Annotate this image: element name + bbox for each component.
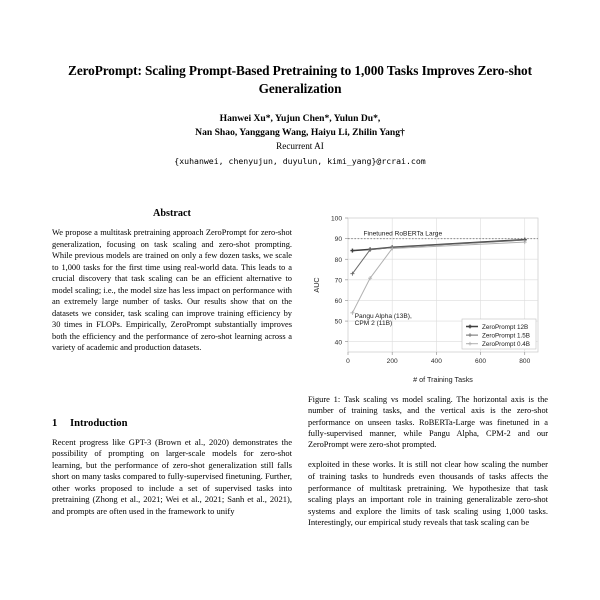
- left-column: [52, 196, 292, 600]
- author-line-1: Hanwei Xu*, Yujun Chen*, Yulun Du*,: [219, 113, 381, 124]
- y-tick-label: 50: [334, 318, 342, 326]
- affiliation: Recurrent AI: [276, 141, 324, 151]
- body-columns: [0, 196, 600, 600]
- title-block: [0, 0, 600, 168]
- annotation-roberta-label: Finetuned RoBERTa Large: [363, 230, 443, 238]
- y-tick-label: 80: [334, 256, 342, 264]
- y-axis-label: AUC: [312, 277, 321, 293]
- figure-caption: Figure 1: Task scaling vs model scaling. The horizontal axis is the number of training tasks, and the vertical axis is the zero-shot performance on unseen tasks. RoBERTa-Large was finetuned in a fully-supervised manner, while Pangu Alpha, CPM-2 and our ZeroPrompt were zero-shot prompted.: [308, 395, 548, 450]
- page-title: ZeroPrompt: Scaling Prompt-Based Pretraining to 1,000 Tasks Improves Zero-shot Generalization: [68, 63, 532, 96]
- x-axis-label: # of Training Tasks: [413, 375, 473, 384]
- chart-svg: [308, 206, 548, 388]
- right-column-text: exploited in these works. It is still not clear how scaling the number of training tasks to hundreds even thousands of tasks affects the performance of multitask pretraining. We hypothesize that task scaling plays an important role in training generalizable zero-shot systems and explore the limits of task scaling using 1,000 tasks. Interestingly, our empirical study reveals that task scaling can be: [308, 459, 548, 528]
- y-tick-label: 70: [334, 277, 342, 285]
- introduction-number: 1: [52, 417, 58, 429]
- x-tick-label: 800: [519, 358, 531, 365]
- x-tick-label: 400: [430, 358, 442, 365]
- y-tick-label: 100: [330, 215, 342, 223]
- author-line-2: Nan Shao, Yanggang Wang, Haiyu Li, Zhilin Yang†: [195, 126, 405, 138]
- annotation-baseline-label: CPM 2 (11B): [354, 320, 393, 328]
- abstract-text: We propose a multitask pretraining approach ZeroPrompt for zero-shot generalization, focusing on task scaling and zero-shot prompting. While previous models are trained on only a few dozen tasks, we scale to 1,000 tasks for the first time using real-world data. This leads to a crucial discovery that task scaling can be an efficient alternative to model scaling; i.e., the model size has less impact on performance with an extremely large number of tasks. Our results show that on the datasets we consider, task scaling can improve training efficiency by 30 times in FLOPs. Empirically, ZeroPrompt substantially improves both the efficiency and the performance of zero-shot learning across a variety of academic and production datasets.: [52, 228, 292, 352]
- abstract-section: [52, 208, 292, 354]
- introduction-heading-label: Introduction: [70, 417, 128, 429]
- y-tick-label: 60: [334, 298, 342, 306]
- introduction-paragraph: Recent progress like GPT-3 (Brown et al., 2020) demonstrates the possibility of prompting on larger-scale models for zero-shot learning, but the performance of zero-shot generalization still falls short on many tasks compared to fully-supervised finetuning. Further, other works proposed to include a set of supervised tasks into pretraining (Zhong et al., 2021; Wei et al., 2021; Sanh et al., 2021), and prompts are often used in the framework to unify: [52, 436, 292, 516]
- introduction-section: [52, 418, 292, 518]
- legend-label: ZeroPrompt 1.5B: [482, 332, 530, 340]
- abstract-heading: Abstract: [153, 208, 191, 219]
- author-list: [62, 112, 538, 139]
- figure-1: [308, 206, 548, 450]
- contact-email: {xuhanwei, chenyujun, duyulun, kimi_yang}@rcrai.com: [174, 156, 426, 166]
- y-tick-label: 90: [334, 236, 342, 244]
- introduction-heading: [52, 418, 292, 429]
- legend-label: ZeroPrompt 0.4B: [482, 341, 530, 348]
- y-tick-label: 40: [334, 339, 342, 347]
- task-scaling-chart: [308, 206, 548, 388]
- annotation-baseline-label: Pangu Alpha (13B),: [354, 312, 412, 320]
- x-tick-label: 0: [346, 358, 350, 365]
- x-tick-label: 200: [386, 358, 398, 365]
- legend-label: ZeroPrompt 12B: [482, 323, 529, 331]
- right-column: [308, 196, 548, 600]
- x-tick-label: 600: [475, 358, 487, 365]
